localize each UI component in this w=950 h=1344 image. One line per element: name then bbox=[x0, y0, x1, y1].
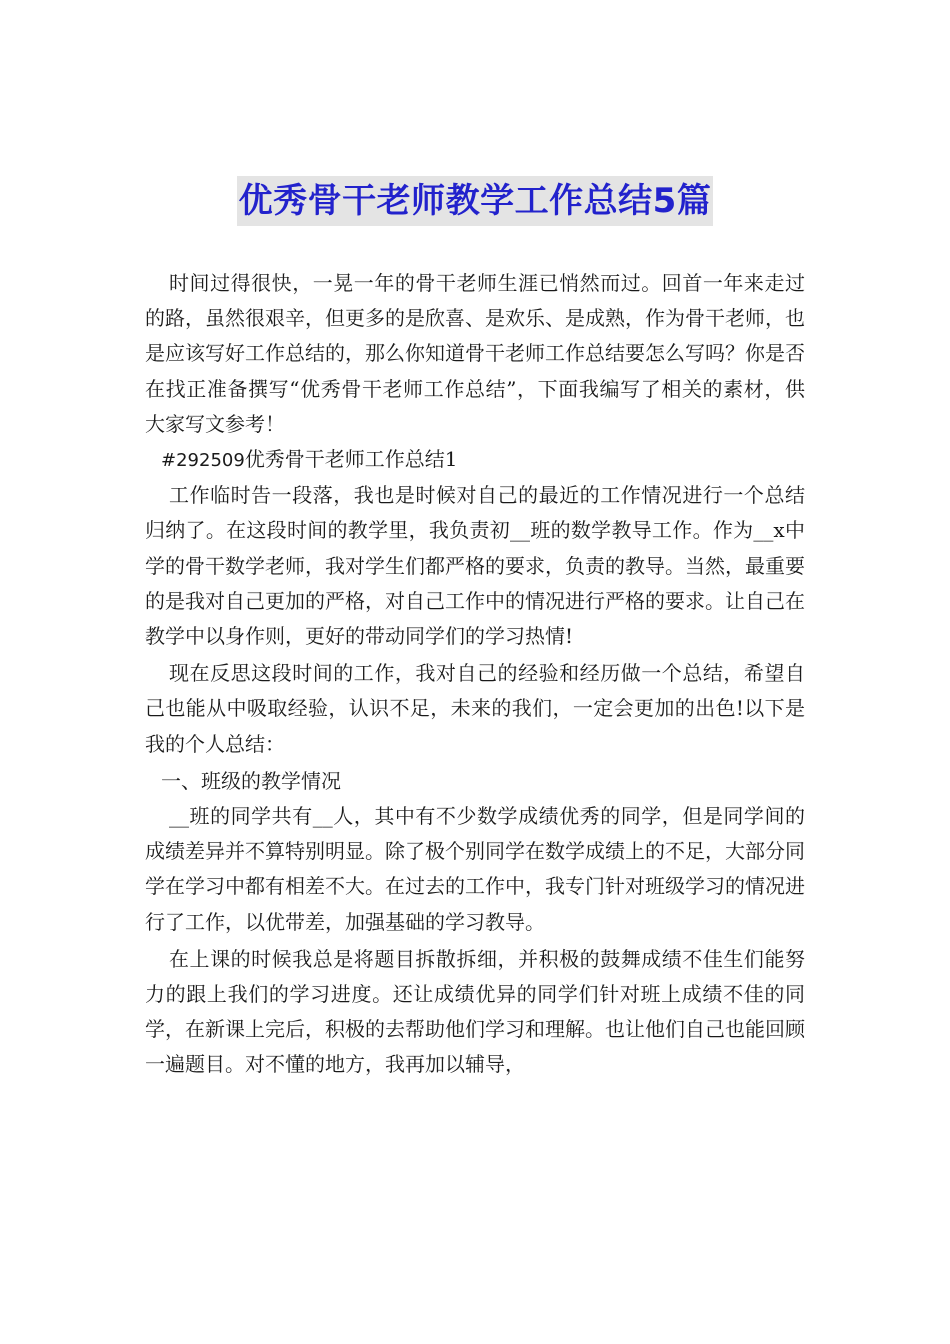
section-heading bbox=[145, 442, 805, 478]
body-paragraph-4: 在上课的时候我总是将题目拆散拆细，并积极的鼓舞成绩不佳生们能努力的跟上我们的学习进度。还让成绩优异的同学们针对班上成绩不佳的同学，在新课上完后，积极的去帮助他们学习和理解。也让他们自己也能回顾一遍题目。对不懂的地方，我再加以辅导， bbox=[145, 946, 805, 1077]
document-body bbox=[145, 266, 805, 1083]
document-title: 优秀骨干老师教学工作总结5篇 bbox=[237, 176, 714, 226]
subheading-1: 一、班级的教学情况 bbox=[161, 768, 341, 793]
body-paragraph-2: 现在反思这段时间的工作，我对自己的经验和经历做一个总结，希望自己也能从中吸取经验，认识不足，未来的我们，一定会更加的出色!以下是我的个人总结： bbox=[145, 661, 805, 756]
section-title: 优秀骨干老师工作总结1 bbox=[244, 447, 458, 472]
body-paragraph-1: 工作临时告一段落，我也是时候对自己的最近的工作情况进行一个总结归纳了。在这段时间的教学里，我负责初__班的数学教导工作。作为__x中学的骨干数学老师，我对学生们都严格的要求，负责的教导。当然，最重要的是我对自己更加的严格，对自己工作中的情况进行严格的要求。让自己在教学中以身作则，更好的带动同学们的学习热情! bbox=[145, 483, 805, 649]
body-paragraph-3: __班的同学共有__人，其中有不少数学成绩优秀的同学，但是同学间的成绩差异并不算特别明显。除了极个别同学在数学成绩上的不足，大部分同学在学习中都有相差不大。在过去的工作中，我专门针对班级学习的情况进行了工作，以优带差，加强基础的学习教导。 bbox=[145, 804, 805, 934]
intro-paragraph: 时间过得很快，一晃一年的骨干老师生涯已悄然而过。回首一年来走过的路，虽然很艰辛，但更多的是欣喜、是欢乐、是成熟，作为骨干老师，也是应该写好工作总结的，那么你知道骨干老师工作总结要怎么写吗？你是否在找正准备撰写“优秀骨干老师工作总结”，下面我编写了相关的素材，供大家写文参考！ bbox=[145, 271, 805, 436]
section-ref: #292509 bbox=[161, 450, 245, 472]
title-container bbox=[0, 176, 950, 226]
